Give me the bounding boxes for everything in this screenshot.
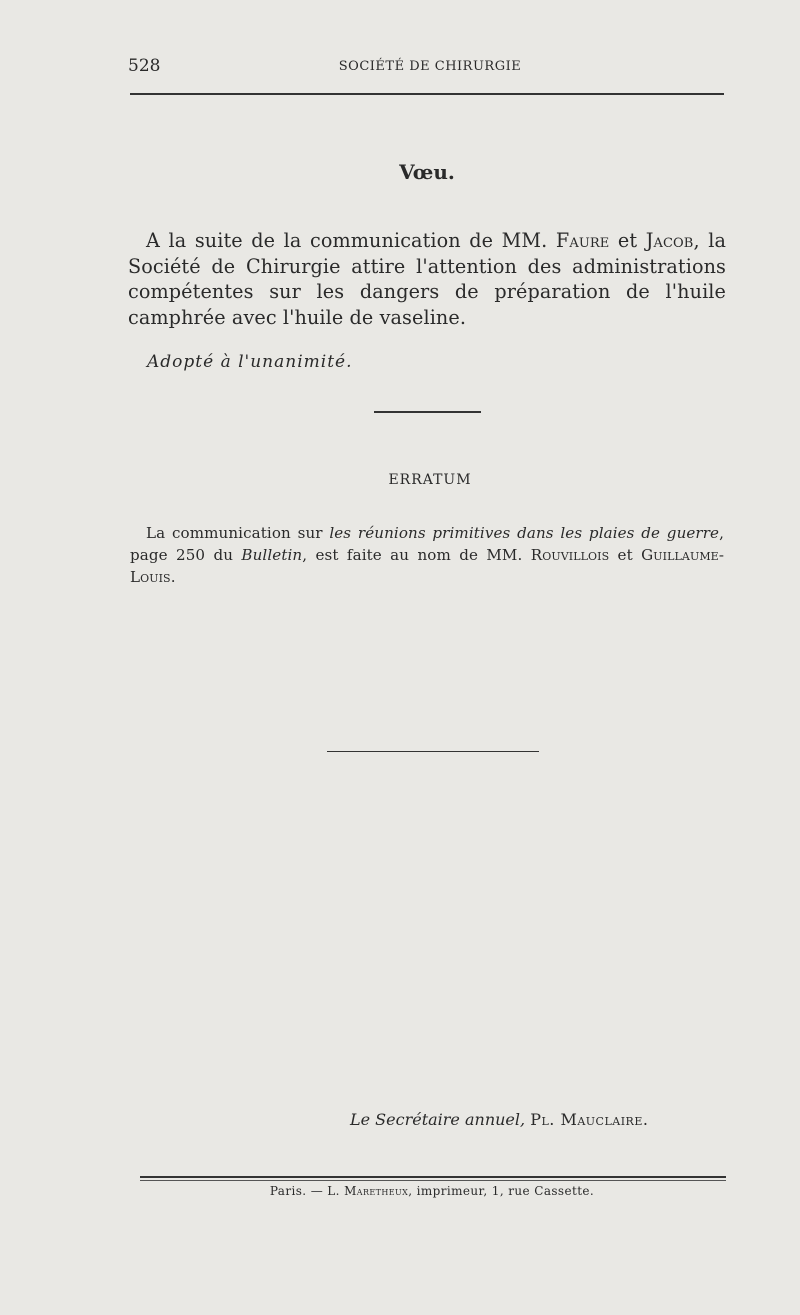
header-rule	[130, 93, 724, 95]
erratum-text-part4: et	[609, 546, 642, 564]
printer-address: , imprimeur, 1, rue Cassette.	[408, 1184, 595, 1198]
erratum-text-part2: , page 250 du	[130, 524, 724, 564]
running-title: SOCIÉTÉ DE CHIRURGIE	[338, 59, 522, 74]
end-rule	[327, 751, 539, 752]
erratum-name-rouvillois: Rouvillois	[530, 546, 610, 564]
page-number: 528	[128, 56, 161, 76]
voeu-name-jacob: Jacob	[645, 229, 694, 252]
footer-rule-thin	[140, 1180, 726, 1181]
erratum-title: ERRATUM	[388, 472, 472, 488]
printer-name: Maretheux	[344, 1184, 409, 1198]
voeu-text-part2: et	[609, 229, 646, 252]
erratum-text-part5: .	[170, 568, 176, 586]
erratum-paragraph	[130, 522, 724, 588]
signature-role: Le Secrétaire annuel,	[350, 1110, 526, 1129]
signature-name: Pl. Mauclaire.	[530, 1110, 649, 1129]
erratum-italic-title: les réunions primitives dans les plaies de guerre	[329, 524, 720, 542]
voeu-paragraph	[128, 228, 726, 330]
signature	[350, 1110, 648, 1129]
voeu-text-part1: A la suite de la communication de MM.	[146, 229, 556, 252]
printer-imprint	[0, 1184, 800, 1198]
section-divider	[374, 411, 481, 413]
voeu-name-faure: Faure	[555, 229, 610, 252]
erratum-name-guillaume-louis: Guillaume-Louis	[130, 546, 725, 586]
printer-city: Paris. — L.	[269, 1184, 345, 1198]
voeu-title: Vœu.	[399, 160, 455, 184]
erratum-bulletin: Bulletin	[241, 546, 303, 564]
voeu-text-part3: , la Société de Chirurgie attire l'attention des administrations compétentes sur les dangers de préparation de l'huile camphrée avec l'huile de vaseline.	[128, 229, 726, 329]
erratum-text-part3: , est faite au nom de MM.	[302, 546, 531, 564]
erratum-text-part1: La communication sur	[146, 524, 330, 542]
adopted-note: Adopté à l'unanimité.	[147, 352, 353, 372]
footer-rule-thick	[140, 1176, 726, 1178]
